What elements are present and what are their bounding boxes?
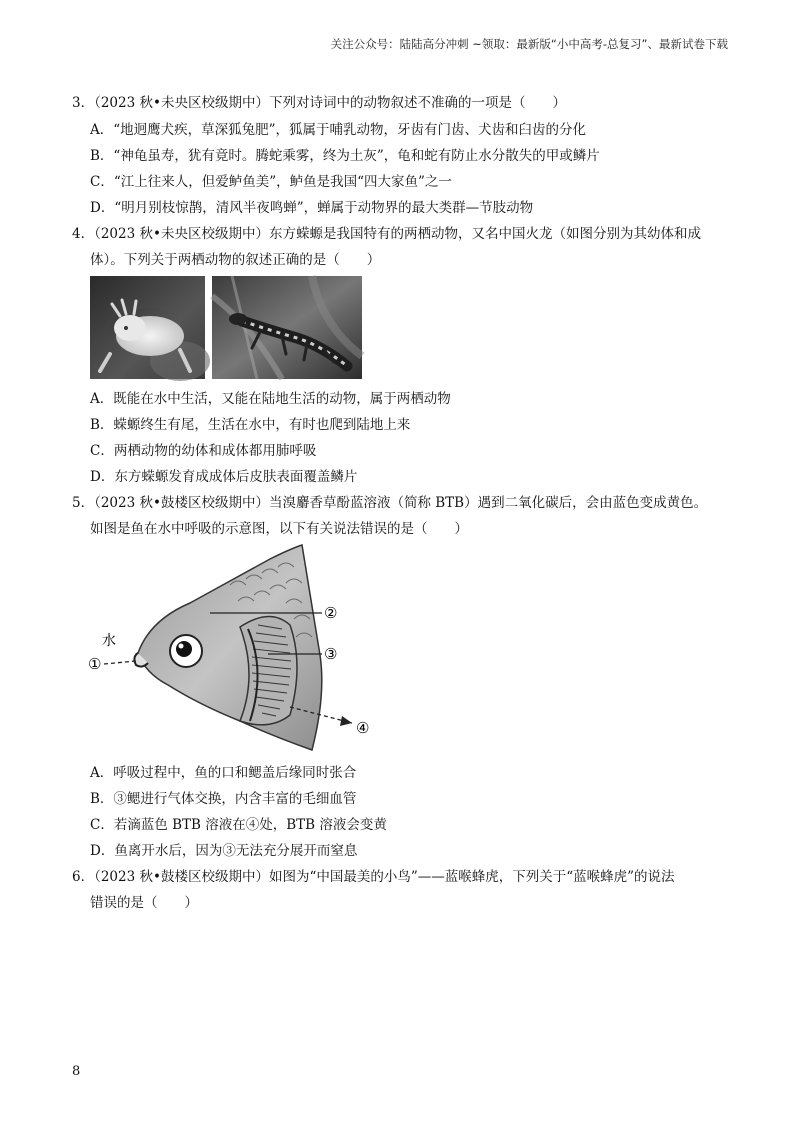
label-1: ① (88, 655, 102, 673)
question-5-option-c: C．若滴蓝色 BTB 溶液在④处，BTB 溶液会变黄 (90, 817, 387, 833)
question-4-option-b: B．蝾螈终生有尾，生活在水中，有时也爬到陆地上来 (90, 417, 411, 433)
water-label: 水 (102, 633, 116, 649)
question-6-stem-line-2: 错误的是（ ） (90, 895, 198, 911)
salamander-larva-photo (90, 276, 205, 379)
page-header: 关注公众号：陆陆高分冲刺 ~领取：最新版“小中高考-总复习”、最新试卷下载 (330, 37, 728, 51)
fish-respiration-diagram (90, 545, 390, 764)
label-3: ③ (324, 645, 338, 663)
question-4-option-d: D．东方蝾螈发育成成体后皮肤表面覆盖鳞片 (90, 469, 358, 485)
adult-salamander-photo (212, 276, 362, 379)
question-4-stem-line-1: 4．（2023 秋•未央区校级期中）东方蝾螈是我国特有的两栖动物，又名中国火龙（如图分别为其幼体和成 (72, 226, 701, 242)
question-5-stem-line-1: 5．（2023 秋•鼓楼区校级期中）当溴麝香草酚蓝溶液（简称 BTB）遇到二氧化碳后，会由蓝色变成黄色。 (72, 495, 708, 511)
label-4: ④ (356, 719, 370, 737)
page-number: 8 (72, 1064, 81, 1079)
question-4-option-a: A．既能在水中生活，又能在陆地生活的动物，属于两栖动物 (90, 391, 451, 407)
label-2: ② (324, 604, 338, 622)
question-3-stem: 3．（2023 秋•未央区校级期中）下列对诗词中的动物叙述不准确的一项是（ ） (72, 95, 566, 111)
question-3-option-b: B．“神龟虽寿，犹有竟时。腾蛇乘雾，终为土灰”，龟和蛇有防止水分散失的甲或鳞片 (90, 148, 600, 164)
question-5-stem-line-2: 如图是鱼在水中呼吸的示意图，以下有关说法错误的是（ ） (90, 521, 468, 537)
question-3-option-a: A．“地迥鹰犬疾，草深狐兔肥”，狐属于哺乳动物，牙齿有门齿、犬齿和臼齿的分化 (90, 122, 587, 138)
question-5-option-b: B．③鳃进行气体交换，内含丰富的毛细血管 (90, 791, 357, 807)
question-6-stem-line-1: 6．（2023 秋•鼓楼区校级期中）如图为“中国最美的小鸟”——蓝喉蜂虎，下列关于“蓝喉蜂虎”的说法 (72, 869, 675, 885)
question-5-option-a: A．呼吸过程中，鱼的口和鳃盖后缘同时张合 (90, 765, 357, 781)
question-3-option-d: D．“明月别枝惊鹊，清风半夜鸣蝉”，蝉属于动物界的最大类群—节肢动物 (90, 200, 534, 216)
question-3-option-c: C．“江上往来人，但爱鲈鱼美”，鲈鱼是我国“四大家鱼”之一 (90, 174, 452, 190)
question-4-stem-line-2: 体）。下列关于两栖动物的叙述正确的是（ ） (90, 252, 381, 268)
question-5-option-d: D．鱼离开水后，因为③无法充分展开而窒息 (90, 843, 358, 859)
question-4-option-c: C．两栖动物的幼体和成体都用肺呼吸 (90, 443, 317, 459)
